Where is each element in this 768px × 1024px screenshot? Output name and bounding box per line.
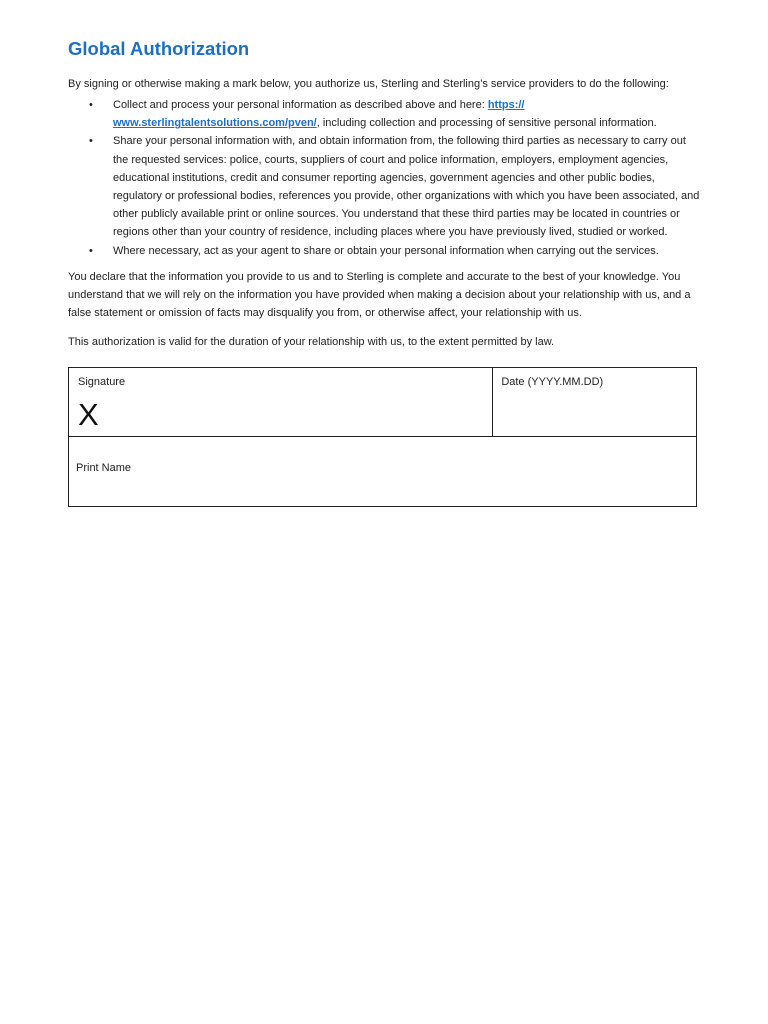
signature-label: Signature — [78, 375, 126, 388]
page-title: Global Authorization — [68, 38, 250, 59]
privacy-link-part2[interactable]: www.sterlingtalentsolutions.com/pven/ — [113, 117, 317, 130]
intro-text: By signing or otherwise making a mark below, you authorize us, Sterling and Sterling’s service providers to do the following: — [68, 78, 669, 90]
print-name-label: Print Name — [76, 461, 132, 474]
bullet-icon: • — [89, 99, 93, 111]
signature-mark: X — [78, 396, 99, 432]
bullet-icon: • — [89, 244, 93, 257]
list-item — [68, 242, 700, 260]
list-item — [68, 132, 700, 241]
document-page — [68, 36, 700, 507]
privacy-link-part1[interactable]: https:// — [487, 99, 525, 111]
signature-form — [68, 367, 697, 507]
declaration-text: You declare that the information you provide to us and to Sterling is complete and accurate to the best of your knowledge. You understand that we will rely on the information you have provided when making a decision about your relationship with us, and a false statement or omission of facts may disqualify you from, or otherwise affect, your relationship with us. — [68, 270, 691, 320]
list-item-text: Collect and process your personal information as described above and here: — [113, 99, 488, 111]
print-name-field[interactable] — [69, 436, 697, 506]
validity-text: This authorization is valid for the duration of your relationship with us, to the extent permitted by law. — [68, 335, 555, 348]
date-label: Date (YYYY.MM.DD) — [501, 375, 604, 388]
authorization-list — [68, 96, 700, 260]
list-item-text: Share your personal information with, and obtain information from, the following third parties as necessary to carry out the requested services: police, courts, suppliers of court and police information, employers, employment agencies, educational institutions, credit and consumer reporting agencies, government agencies and other public bodies, regulatory or professional bodies, references you provide, other organizations with which you have been associated, and other publicly available print or online sources. You understand that these third parties may be located in countries or regions other than your country of residence, including places where you have previously lived, studied or worked. — [113, 135, 700, 239]
date-field[interactable] — [493, 367, 697, 436]
list-item-text: Where necessary, act as your agent to share or obtain your personal information when carrying out the services. — [113, 244, 659, 257]
signature-field[interactable] — [69, 367, 493, 436]
bullet-icon: • — [89, 135, 93, 148]
list-item-text: , including collection and processing of sensitive personal information. — [316, 117, 657, 130]
list-item — [68, 96, 700, 132]
